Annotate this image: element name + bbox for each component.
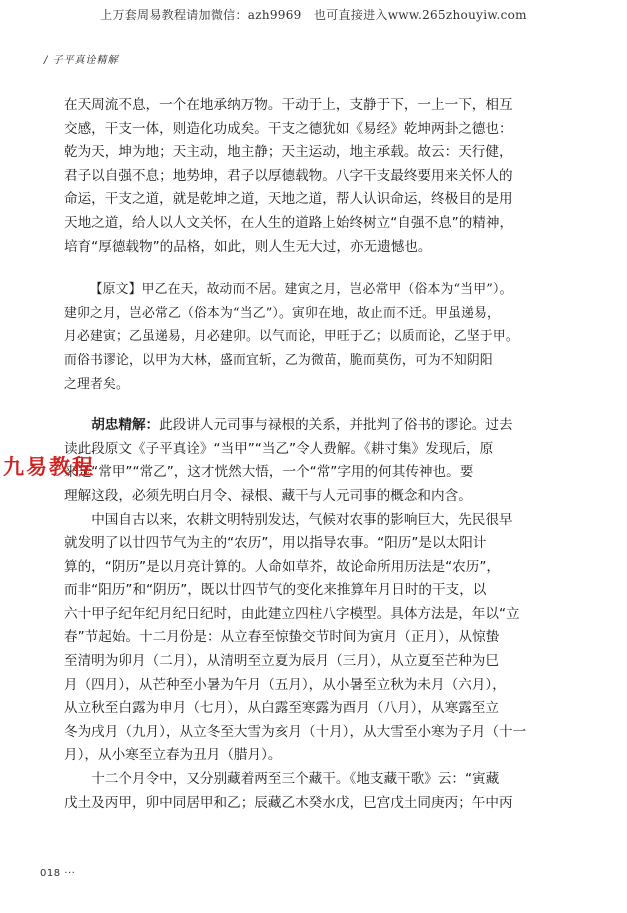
commentary-paragraph (64, 414, 572, 508)
running-head: / 子平真诠精解 (44, 55, 119, 66)
spacer (64, 396, 572, 414)
watermark-stamp: 九易教程 (3, 455, 95, 479)
top-banner-text: 上万套周易教程请加微信：azh9969 也可直接进入www.265zhouyiw.com (100, 8, 527, 22)
body-paragraph-4: 十二个月令中，又分别藏着两至三个藏干。《地支藏干歌》云：“寅藏 戊土及丙甲，卯中同居甲和乙；辰藏乙木癸水戊，巳宫戊土同庚丙；午中丙 (64, 771, 513, 811)
original-text-block: 【原文】甲乙在天，故动而不居。建寅之月，岂必常甲（俗本为“当甲”）。 建卯之月，岂必常乙（俗本为“当乙”）。寅卯在地，故止而不迁。甲虽递易， 月必建寅；乙虽递易，月必建卯。以气而论，甲旺于乙；以质而论，乙坚于甲。 而俗书谬论，以甲为大林，盛而宜斩，乙为微苗，脆而莫伤，可为不知阴阳 之理者矣。 (64, 282, 519, 392)
body-paragraph-1: 在天周流不息，一个在地承纳万物。干动于上，支静于下，一上一下，相互 交感，干支一体，则造化功成矣。干支之德犹如《易经》乾坤两卦之德也： 乾为天，坤为地；天主动，地主静；天主运动，地主承载。故云：天行健， 君子以自强不息；地势坤，君子以厚德载物。八字干支最终要用来关怀人的 命运，干支之道，就是乾坤之道，天地之道，帮人认识命运，终极目的是用 天地之道，给人以人文关怀，在人生的道路上始终树立“自强不息”的精神， 培育“厚德载物”的品格，如此，则人生无大过，亦无遗憾也。 (64, 97, 514, 255)
spacer (64, 259, 572, 278)
commentary-body: 此段讲人元司事与禄根的关系，并批判了俗书的谬论。过去 读此段原文《子平真诠》“当甲”“当乙”令人费解。《耕寸集》发现后，原 来是“常甲”“常乙”，这才恍然大悟，一个“常”字用的何其传神也。要 理解这段，必须先明白月令、禄根、藏干与人元司事的概念和内含。 (64, 417, 513, 504)
body-paragraph-3: 中国自古以来，农耕文明特别发达，气候对农事的影响巨大，先民很早 就发明了以廿四节气为主的“农历”，用以指导农事。“阳历”是以太阳计 算的，“阴历”是以月亮计算的。人命如草芥，故论命所用历法是“农历”， 而非“阳历”和“阴历”，既以廿四节气的变化来推算年月日时的干支，以 六十甲子纪年纪月纪日纪时，由此建立四柱八字模型。具体方法是，年以“立 春”节起始。十二月份是：从立春至惊蛰交节时间为寅月（正月），从惊蛰 至清明为卯月（二月），从清明至立夏为辰月（三月），从立夏至芒种为巳 月（四月），从芒种至小暑为午月（五月），从小暑至立秋为未月（六月）， 从立秋至白露为申月（七月），从白露至寒露为酉月（八月），从寒露至立 冬为戌月（九月），从立冬至大雪为亥月（十月），从大雪至小寒为子月（十一 月），从小寒至立春为丑月（腊月）。 (64, 511, 527, 764)
page-number: 018 ··· (40, 868, 76, 879)
page-body (64, 94, 572, 815)
commentary-label: 胡忠精解： (91, 417, 160, 434)
